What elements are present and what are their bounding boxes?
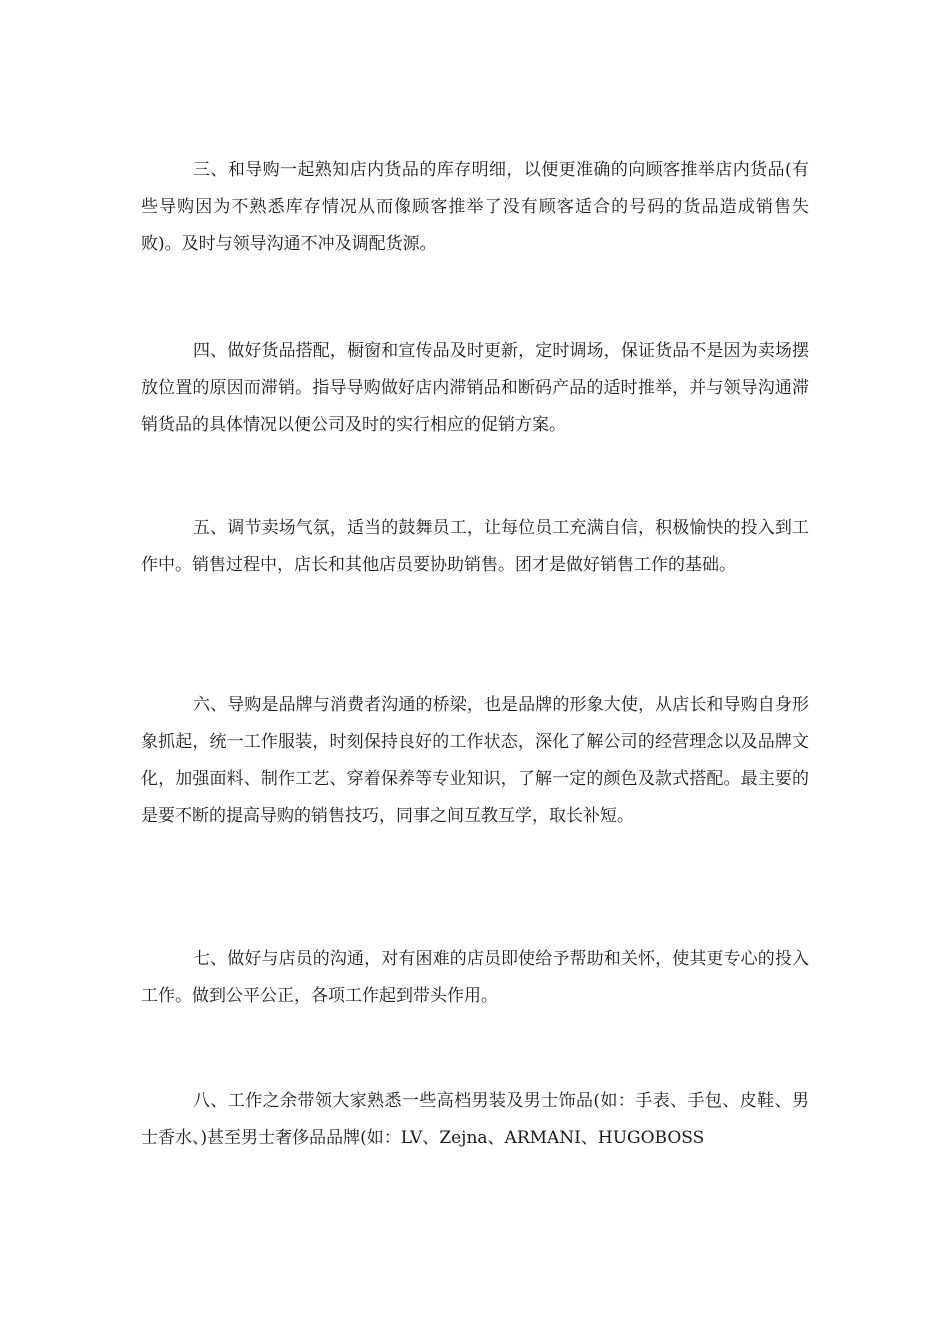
paragraph-7-communication: 七、做好与店员的沟通，对有困难的店员即使给予帮助和关怀，使其更专心的投入工作。做到公平公正，各项工作起到带头作用。 [141, 949, 809, 1006]
paragraph-3-inventory: 三、和导购一起熟知店内货品的库存明细，以便更准确的向顾客推举店内货品(有些导购因为不熟悉库存情况从而像顾客推举了没有顾客适合的号码的货品造成销售失败)。及时与领导沟通不冲及调配货源。 [141, 160, 809, 254]
paragraph-5-atmosphere: 五、调节卖场气氛，适当的鼓舞员工，让每位员工充满自信，积极愉快的投入到工作中。销售过程中，店长和其他店员要协助销售。团才是做好销售工作的基础。 [141, 518, 809, 575]
paragraph-8-luxury-knowledge: 八、工作之余带领大家熟悉一些高档男装及男士饰品(如：手表、手包、皮鞋、男士香水、)甚至男士奢侈品品牌(如：LV、Zejna、ARMANI、HUGOBOSS [141, 1091, 809, 1148]
paragraph-6-brand-image: 六、导购是品牌与消费者沟通的桥梁，也是品牌的形象大使，从店长和导购自身形象抓起，统一工作服装，时刻保持良好的工作状态，深化了解公司的经营理念以及品牌文化，加强面料、制作工艺、穿着保养等专业知识，了解一定的颜色及款式搭配。最主要的是要不断的提高导购的销售技巧，同事之间互教互学，取长补短。 [141, 695, 809, 826]
paragraph-4-merchandising: 四、做好货品搭配，橱窗和宣传品及时更新，定时调场，保证货品不是因为卖场摆放位置的原因而滞销。指导导购做好店内滞销品和断码产品的适时推举，并与领导沟通滞销货品的具体情况以便公司及时的实行相应的促销方案。 [141, 341, 809, 435]
